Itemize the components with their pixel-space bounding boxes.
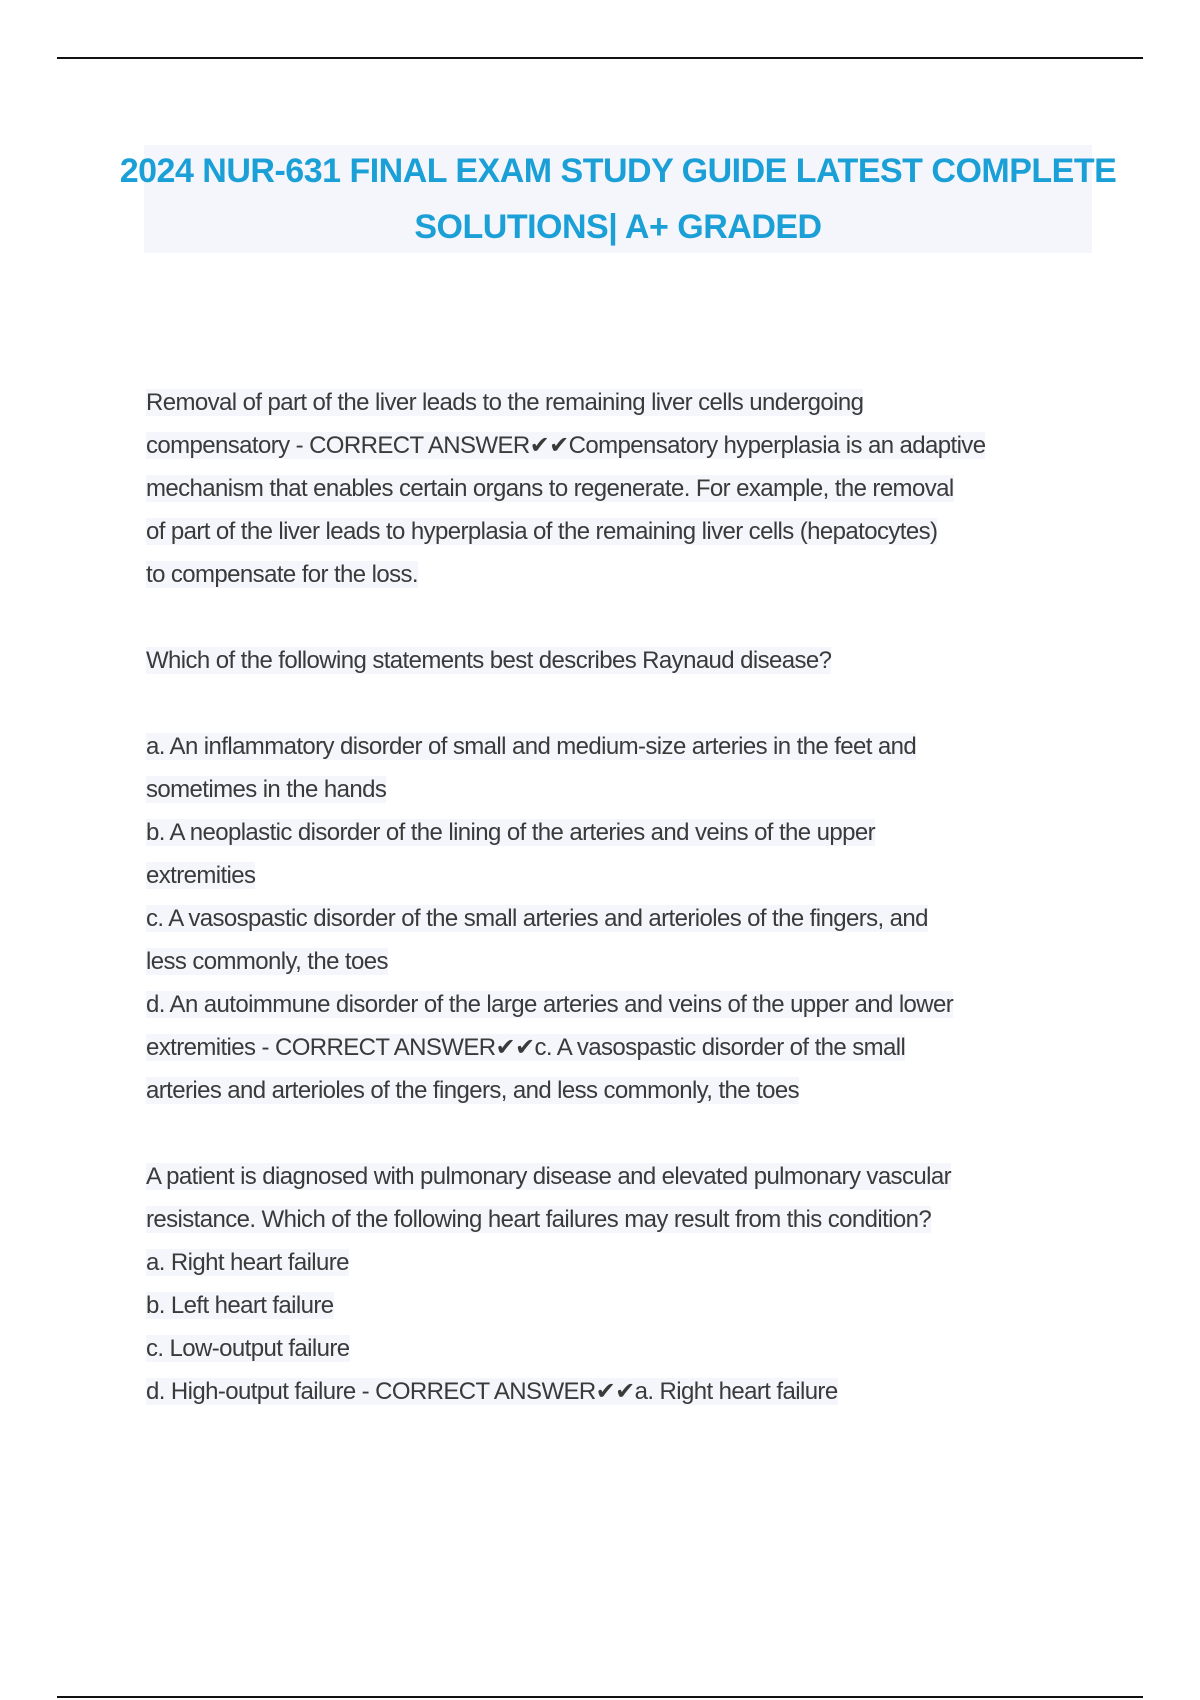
text-line (146, 768, 1096, 811)
text-line (146, 1370, 1096, 1413)
text-line-content: a. An inflammatory disorder of small and medium-size arteries in the feet and (146, 733, 917, 760)
text-line-content: Removal of part of the liver leads to the remaining liver cells undergoing (146, 389, 864, 416)
text-line-content: A patient is diagnosed with pulmonary disease and elevated pulmonary vascular (146, 1163, 951, 1190)
text-line (146, 639, 1096, 682)
text-line-content: a. Right heart failure (146, 1249, 349, 1276)
text-line-content: mechanism that enables certain organs to regenerate. For example, the removal (146, 475, 954, 502)
text-line (146, 1241, 1096, 1284)
document-title (120, 143, 1117, 255)
text-line (146, 1284, 1096, 1327)
text-line (146, 725, 1096, 768)
text-line (146, 553, 1096, 596)
text-line (146, 940, 1096, 983)
qa-block-liver (146, 381, 1096, 596)
text-line-content: b. A neoplastic disorder of the lining of the arteries and veins of the upper (146, 819, 875, 846)
title-banner (119, 145, 1117, 253)
text-line-content: to compensate for the loss. (146, 561, 418, 588)
text-line-content: less commonly, the toes (146, 948, 388, 975)
document-body (146, 381, 1096, 1456)
text-line (146, 1026, 1096, 1069)
text-line-content: d. High-output failure - CORRECT ANSWER✔✔a. Right heart failure (146, 1378, 838, 1405)
text-line-content: compensatory - CORRECT ANSWER✔✔Compensatory hyperplasia is an adaptive (146, 432, 986, 459)
text-line-content: extremities - CORRECT ANSWER✔✔c. A vasospastic disorder of the small (146, 1034, 906, 1061)
text-line-content: b. Left heart failure (146, 1292, 334, 1319)
title-line: SOLUTIONS| A+ GRADED (414, 208, 822, 246)
text-line (146, 811, 1096, 854)
footer-rule (57, 1696, 1143, 1698)
text-line (146, 381, 1096, 424)
text-line (146, 1069, 1096, 1112)
question-raynaud (146, 639, 1096, 682)
text-line (146, 983, 1096, 1026)
qa-block-pulmonary (146, 1155, 1096, 1413)
text-line (146, 424, 1096, 467)
text-line-content: c. A vasospastic disorder of the small arteries and arterioles of the fingers, and (146, 905, 928, 932)
text-line-content: d. An autoimmune disorder of the large arteries and veins of the upper and lower (146, 991, 954, 1018)
title-line: 2024 NUR-631 FINAL EXAM STUDY GUIDE LATEST COMPLETE (119, 152, 1117, 190)
text-line (146, 1198, 1096, 1241)
header-rule (57, 57, 1143, 59)
text-line-content: resistance. Which of the following heart failures may result from this condition? (146, 1206, 932, 1233)
text-line-content: extremities (146, 862, 256, 889)
options-raynaud (146, 725, 1096, 1112)
text-line (146, 854, 1096, 897)
text-line (146, 1327, 1096, 1370)
text-line-content: of part of the liver leads to hyperplasia of the remaining liver cells (hepatocytes) (146, 518, 938, 545)
text-line-content: c. Low-output failure (146, 1335, 350, 1362)
text-line-content: Which of the following statements best describes Raynaud disease? (146, 647, 832, 674)
text-line (146, 467, 1096, 510)
text-line (146, 897, 1096, 940)
text-line-content: arteries and arterioles of the fingers, and less commonly, the toes (146, 1077, 800, 1104)
text-line (146, 1155, 1096, 1198)
text-line (146, 510, 1096, 553)
text-line-content: sometimes in the hands (146, 776, 387, 803)
